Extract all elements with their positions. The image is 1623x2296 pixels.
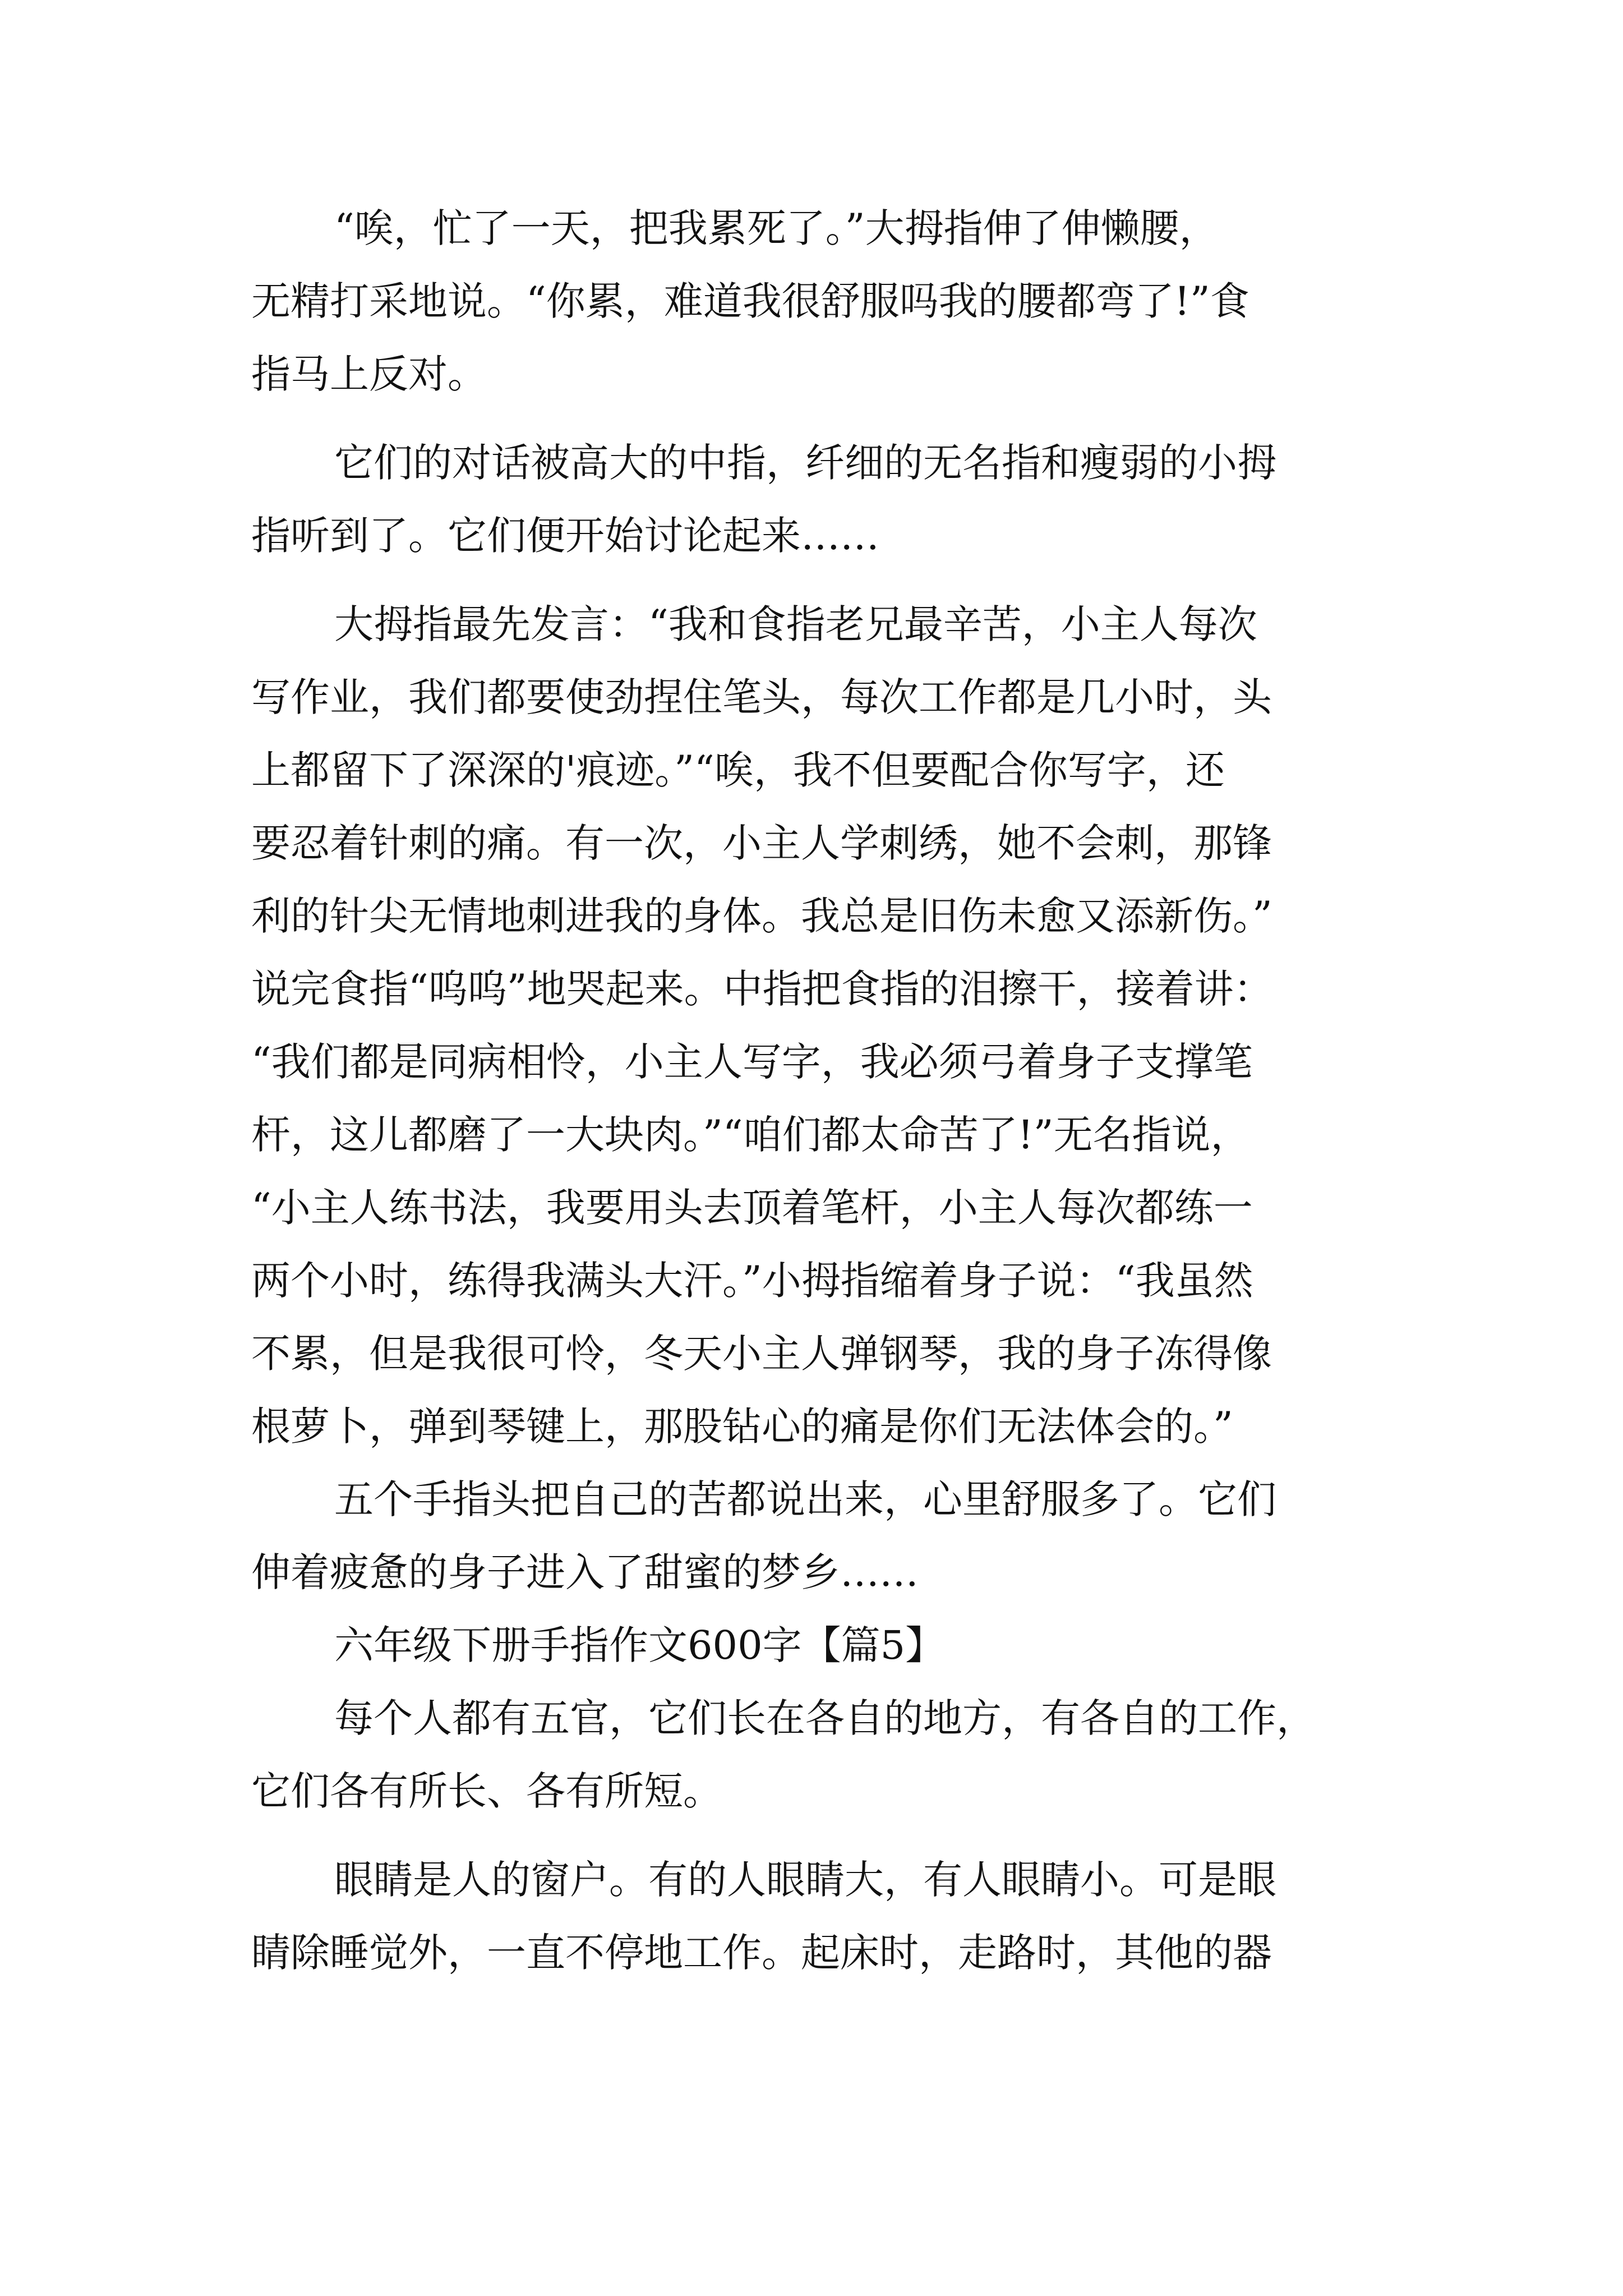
text-line: “唉，忙了一天，把我累死了。”大拇指伸了伸懒腰，	[334, 205, 1219, 251]
paragraph-eyes	[251, 1843, 1423, 1989]
paragraph-five-senses	[251, 1682, 1423, 1828]
section-heading	[251, 1609, 1423, 1682]
text-line: 根萝卜，弹到琴键上，那股钻心的痛是你们无法体会的。”	[251, 1404, 1233, 1450]
text-line: 说完食指“呜呜”地哭起来。中指把食指的泪擦干，接着讲：	[251, 966, 1273, 1012]
text-line: 它们各有所长、各有所短。	[251, 1768, 722, 1814]
text-line: 它们的对话被高大的中指，纤细的无名指和瘦弱的小拇	[334, 440, 1276, 486]
text-line: 要忍着针刺的痛。有一次，小主人学刺绣，她不会刺，那锋	[251, 820, 1272, 866]
text-line: 两个小时，练得我满头大汗。”小拇指缩着身子说：“我虽然	[251, 1258, 1253, 1304]
text-line: 眼睛是人的窗户。有的人眼睛大，有人眼睛小。可是眼	[334, 1857, 1276, 1903]
text-line: “我们都是同病相怜，小主人写字，我必须弓着身子支撑笔	[251, 1039, 1253, 1085]
paragraph-fingers-sleep	[251, 1463, 1423, 1609]
paragraph-conversation-heard	[251, 426, 1423, 572]
text-line: 利的针尖无情地刺进我的身体。我总是旧伤未愈又添新伤。”	[251, 893, 1272, 939]
text-line: 写作业，我们都要使劲捏住笔头，每次工作都是几小时，头	[251, 674, 1272, 720]
paragraph-thumb-complaint	[251, 192, 1423, 411]
text-line: 指马上反对。	[251, 351, 487, 397]
text-line: 指听到了。它们便开始讨论起来……	[251, 513, 879, 559]
text-line: 每个人都有五官，它们长在各自的地方，有各自的工作，	[334, 1695, 1316, 1741]
article-body	[251, 192, 1423, 1989]
text-line: 杆，这儿都磨了一大块肉。”“咱们都太命苦了!”无名指说，	[251, 1112, 1250, 1158]
text-line: 上都留下了深深的'痕迹。”“唉，我不但要配合你写字，还	[251, 747, 1225, 793]
paragraph-fingers-discussion	[251, 588, 1423, 1463]
text-line: 大拇指最先发言：“我和食指老兄最辛苦，小主人每次	[334, 601, 1257, 647]
text-line: 五个手指头把自己的苦都说出来，心里舒服多了。它们	[334, 1476, 1276, 1522]
text-line: 睛除睡觉外，一直不停地工作。起床时，走路时，其他的器	[251, 1930, 1272, 1976]
text-line: 不累，但是我很可怜，冬天小主人弹钢琴，我的身子冻得像	[251, 1331, 1272, 1377]
section-title: 六年级下册手指作文600字【篇5】	[334, 1622, 945, 1668]
text-line: 伸着疲惫的身子进入了甜蜜的梦乡……	[251, 1549, 919, 1595]
text-line: “小主人练书法，我要用头去顶着笔杆，小主人每次都练一	[251, 1185, 1253, 1231]
text-line: 无精打采地说。“你累，难道我很舒服吗我的腰都弯了!”食	[251, 278, 1249, 324]
